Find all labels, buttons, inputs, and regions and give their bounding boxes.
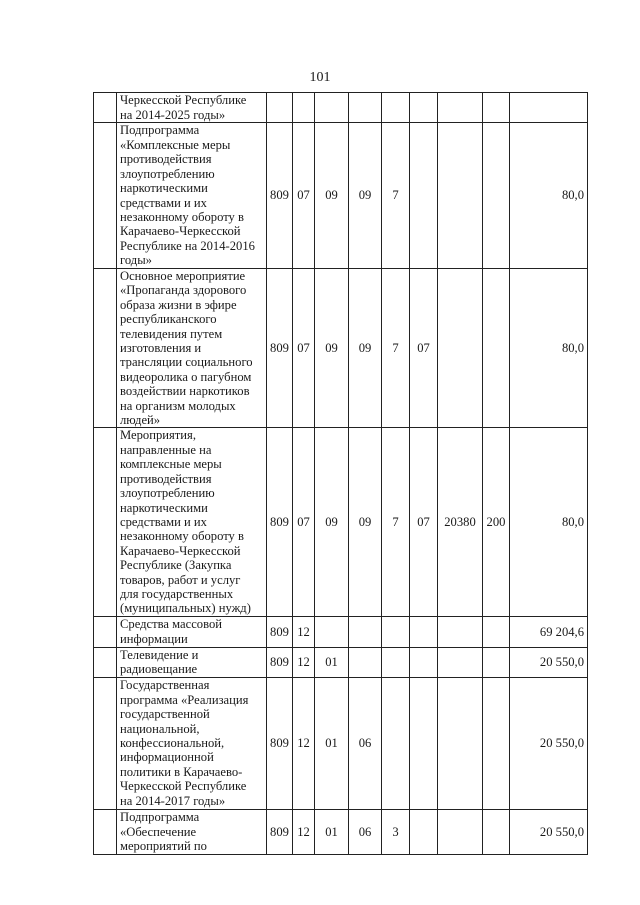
target-article-direction-cell bbox=[438, 647, 483, 677]
target-article-program-cell: 09 bbox=[349, 269, 382, 428]
amount-cell: 20 550,0 bbox=[510, 677, 588, 809]
target-article-program-cell bbox=[349, 616, 382, 647]
target-article-event-cell: 07 bbox=[410, 269, 438, 428]
amount-cell: 80,0 bbox=[510, 123, 588, 269]
table-row bbox=[94, 123, 588, 269]
row-number-cell bbox=[94, 93, 117, 123]
subsection-code-cell: 01 bbox=[315, 677, 349, 809]
row-number-cell bbox=[94, 809, 117, 854]
expense-type-code-cell: 200 bbox=[483, 428, 510, 616]
item-name-cell: Основное мероприятие «Пропаганда здорового образа жизни в эфире республиканского телевидения путем изготовления и трансляции социального видеоролика о пагубном воздействии наркотиков на организм молодых людей» bbox=[117, 269, 267, 428]
budget-table bbox=[93, 92, 588, 855]
section-code-cell: 12 bbox=[293, 616, 315, 647]
subsection-code-cell bbox=[315, 93, 349, 123]
section-code-cell: 12 bbox=[293, 647, 315, 677]
page-number: 101 bbox=[309, 70, 331, 85]
expense-type-code-cell bbox=[483, 93, 510, 123]
vedomstvo-code-cell: 809 bbox=[267, 123, 293, 269]
row-number-cell bbox=[94, 123, 117, 269]
subsection-code-cell: 01 bbox=[315, 809, 349, 854]
subsection-code-cell: 09 bbox=[315, 269, 349, 428]
target-article-direction-cell bbox=[438, 123, 483, 269]
row-number-cell bbox=[94, 677, 117, 809]
row-number-cell bbox=[94, 428, 117, 616]
target-article-subprogram-cell: 7 bbox=[382, 428, 410, 616]
amount-cell: 80,0 bbox=[510, 428, 588, 616]
target-article-event-cell bbox=[410, 647, 438, 677]
section-code-cell: 07 bbox=[293, 269, 315, 428]
target-article-program-cell: 09 bbox=[349, 123, 382, 269]
subsection-code-cell: 09 bbox=[315, 123, 349, 269]
target-article-program-cell: 06 bbox=[349, 809, 382, 854]
target-article-program-cell bbox=[349, 647, 382, 677]
amount-cell bbox=[510, 93, 588, 123]
amount-cell: 20 550,0 bbox=[510, 809, 588, 854]
target-article-subprogram-cell: 7 bbox=[382, 269, 410, 428]
item-name-cell: Подпрограмма «Комплексные меры противодействия злоупотреблению наркотическими средствами и их незаконному обороту в Карачаево-Черкесской Республике на 2014-2016 годы» bbox=[117, 123, 267, 269]
table-row bbox=[94, 428, 588, 616]
target-article-event-cell bbox=[410, 93, 438, 123]
target-article-subprogram-cell: 3 bbox=[382, 809, 410, 854]
section-code-cell bbox=[293, 93, 315, 123]
vedomstvo-code-cell: 809 bbox=[267, 269, 293, 428]
target-article-direction-cell bbox=[438, 809, 483, 854]
expense-type-code-cell bbox=[483, 809, 510, 854]
target-article-subprogram-cell bbox=[382, 93, 410, 123]
section-code-cell: 07 bbox=[293, 428, 315, 616]
vedomstvo-code-cell: 809 bbox=[267, 428, 293, 616]
item-name-cell: Государственная программа «Реализация государственной национальной, конфессиональной, информационной политики в Карачаево- Черкесской Республике на 2014-2017 годы» bbox=[117, 677, 267, 809]
target-article-direction-cell bbox=[438, 616, 483, 647]
subsection-code-cell: 01 bbox=[315, 647, 349, 677]
target-article-subprogram-cell bbox=[382, 647, 410, 677]
item-name-cell: Черкесской Республике на 2014-2025 годы» bbox=[117, 93, 267, 123]
table-row bbox=[94, 616, 588, 647]
target-article-event-cell bbox=[410, 677, 438, 809]
expense-type-code-cell bbox=[483, 123, 510, 269]
expense-type-code-cell bbox=[483, 269, 510, 428]
row-number-cell bbox=[94, 647, 117, 677]
subsection-code-cell: 09 bbox=[315, 428, 349, 616]
section-code-cell: 12 bbox=[293, 677, 315, 809]
section-code-cell: 07 bbox=[293, 123, 315, 269]
target-article-subprogram-cell bbox=[382, 677, 410, 809]
target-article-event-cell bbox=[410, 616, 438, 647]
table-row bbox=[94, 269, 588, 428]
subsection-code-cell bbox=[315, 616, 349, 647]
expense-type-code-cell bbox=[483, 677, 510, 809]
amount-cell: 20 550,0 bbox=[510, 647, 588, 677]
vedomstvo-code-cell: 809 bbox=[267, 809, 293, 854]
section-code-cell: 12 bbox=[293, 809, 315, 854]
row-number-cell bbox=[94, 269, 117, 428]
target-article-direction-cell bbox=[438, 269, 483, 428]
target-article-event-cell bbox=[410, 809, 438, 854]
table-row bbox=[94, 809, 588, 854]
table-row bbox=[94, 677, 588, 809]
expense-type-code-cell bbox=[483, 616, 510, 647]
vedomstvo-code-cell bbox=[267, 93, 293, 123]
target-article-event-cell: 07 bbox=[410, 428, 438, 616]
target-article-subprogram-cell bbox=[382, 616, 410, 647]
table-row bbox=[94, 647, 588, 677]
target-article-program-cell: 09 bbox=[349, 428, 382, 616]
target-article-program-cell bbox=[349, 93, 382, 123]
vedomstvo-code-cell: 809 bbox=[267, 647, 293, 677]
item-name-cell: Подпрограмма «Обеспечение мероприятий по bbox=[117, 809, 267, 854]
vedomstvo-code-cell: 809 bbox=[267, 616, 293, 647]
target-article-event-cell bbox=[410, 123, 438, 269]
target-article-direction-cell: 20380 bbox=[438, 428, 483, 616]
amount-cell: 80,0 bbox=[510, 269, 588, 428]
target-article-direction-cell bbox=[438, 93, 483, 123]
row-number-cell bbox=[94, 616, 117, 647]
item-name-cell: Телевидение и радиовещание bbox=[117, 647, 267, 677]
amount-cell: 69 204,6 bbox=[510, 616, 588, 647]
item-name-cell: Средства массовой информации bbox=[117, 616, 267, 647]
target-article-program-cell: 06 bbox=[349, 677, 382, 809]
target-article-subprogram-cell: 7 bbox=[382, 123, 410, 269]
expense-type-code-cell bbox=[483, 647, 510, 677]
item-name-cell: Мероприятия, направленные на комплексные меры противодействия злоупотреблению наркотическими средствами и их незаконному обороту в Карачаево-Черкесской Республике (Закупка товаров, работ и услуг для государственных (муниципальных) нужд) bbox=[117, 428, 267, 616]
target-article-direction-cell bbox=[438, 677, 483, 809]
vedomstvo-code-cell: 809 bbox=[267, 677, 293, 809]
table-row bbox=[94, 93, 588, 123]
